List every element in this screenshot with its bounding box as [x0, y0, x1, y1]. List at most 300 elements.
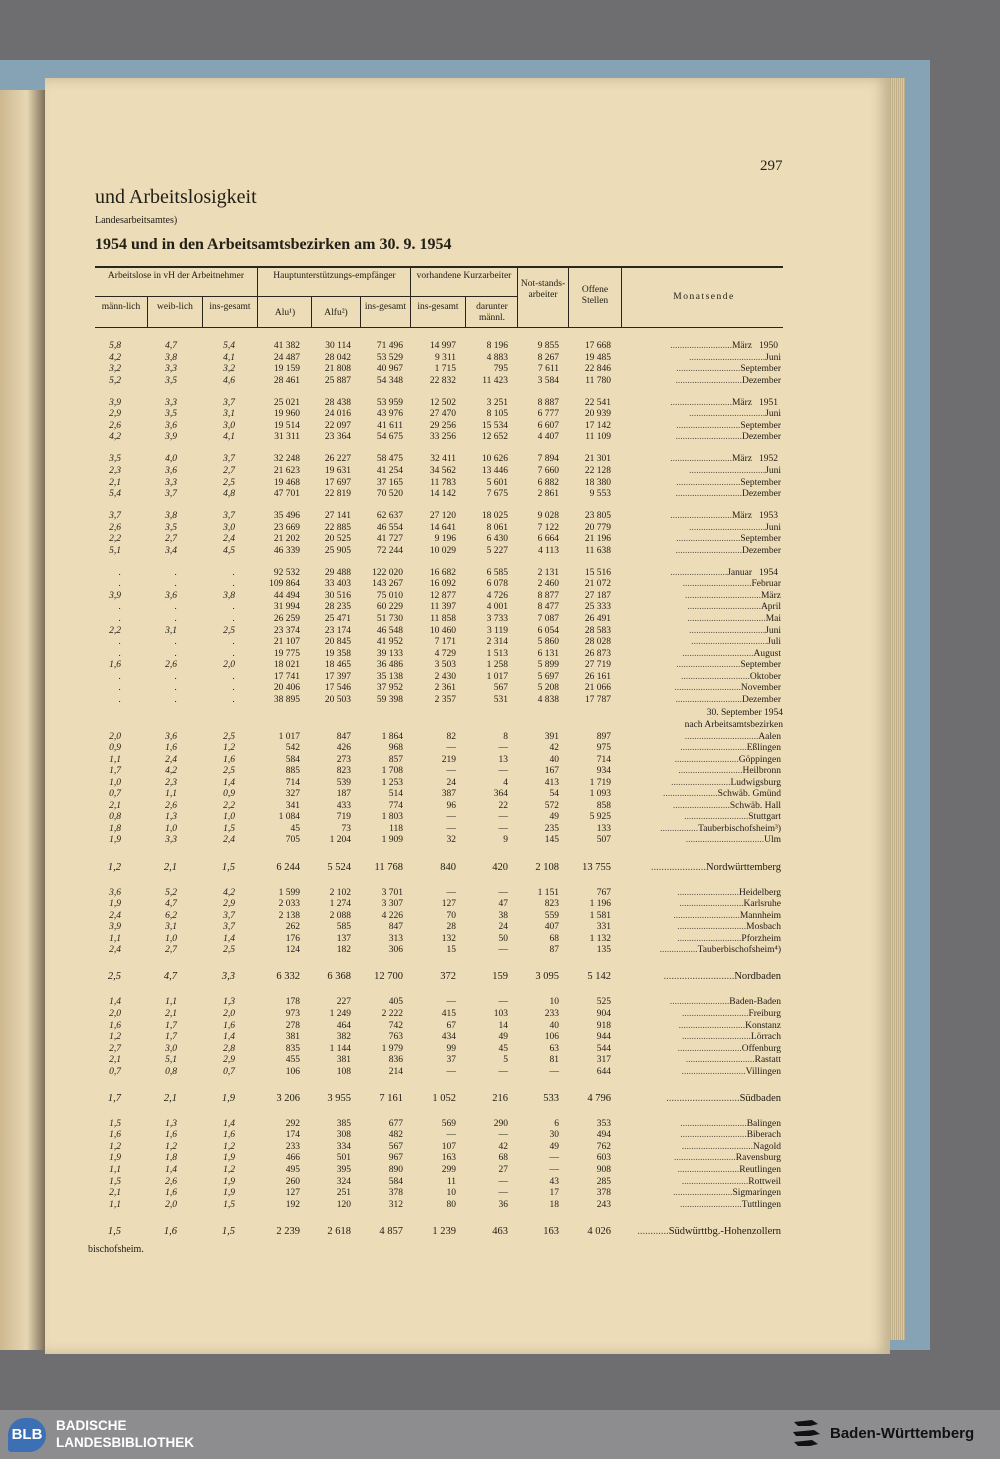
cell-kg: 14 997	[429, 341, 456, 351]
cell-alfu: 308	[336, 1130, 351, 1141]
cell-km: 6 430	[486, 534, 508, 545]
cell-w: .	[174, 602, 177, 613]
row-year: 1951	[759, 397, 778, 408]
row-label	[670, 997, 781, 1008]
table-top-rule	[95, 266, 783, 268]
row-label-text: Dezember	[741, 489, 781, 500]
row-label-text: April	[760, 602, 781, 613]
cell-w: 4,2	[165, 766, 177, 777]
cell-off: 317	[596, 1055, 611, 1066]
cell-km: 567	[493, 683, 508, 694]
cell-km: 3 733	[486, 614, 508, 624]
cell-w: 3,5	[165, 409, 177, 420]
leader-dots: ................	[659, 945, 698, 956]
cell-m: 1,2	[107, 861, 121, 873]
cell-alfu: 227	[336, 997, 351, 1008]
cell-w: 5,2	[165, 887, 177, 898]
row-label-text: Dezember	[741, 432, 781, 443]
header-month-end: Monatsende	[673, 292, 735, 302]
cell-kg: 569	[441, 1118, 456, 1129]
row-label	[678, 766, 781, 777]
row-label-text: Eßlingen	[746, 743, 781, 754]
cell-kg: 3 503	[434, 660, 456, 671]
cell-km: 22	[498, 800, 508, 811]
cell-kg: 434	[441, 1032, 456, 1043]
cell-alu: 25 021	[273, 397, 300, 408]
leader-dots: ...........................	[677, 933, 742, 944]
cell-not: 233	[544, 1008, 559, 1019]
cell-km: 463	[492, 1225, 508, 1237]
page-number: 297	[760, 158, 783, 174]
cell-kg: 10 460	[429, 625, 456, 636]
cell-w: 2,7	[165, 945, 177, 956]
cell-alu: 47 701	[273, 489, 300, 500]
cell-w: 1,8	[165, 1153, 177, 1164]
row-label	[677, 888, 781, 899]
cell-kg: 70	[446, 910, 456, 921]
cell-off: 28 583	[584, 625, 611, 636]
leader-dots: ...........................	[677, 1043, 742, 1054]
header-emergency-workers: Not-stands-arbeiter	[520, 279, 566, 300]
cell-off: 28 028	[584, 637, 611, 648]
blb-logo: BLB	[8, 1418, 46, 1452]
cell-hg: 36 486	[376, 660, 403, 671]
cell-i: 1,9	[223, 1176, 235, 1187]
cell-alfu: 30 114	[325, 341, 351, 351]
cell-i: 3,7	[223, 397, 235, 408]
cell-off: 494	[596, 1130, 611, 1141]
cell-alfu: 719	[336, 812, 351, 823]
cell-kg: 11 783	[430, 477, 456, 488]
cell-not: 81	[549, 1055, 559, 1066]
row-label-text: Tauberbischofsheim⁴)	[697, 945, 781, 956]
cell-m: 5,4	[109, 489, 121, 500]
cell-not: 8 887	[537, 397, 559, 408]
cell-off: 25 333	[584, 602, 611, 613]
cell-m: 1,1	[109, 1165, 121, 1175]
leader-dots: ..........................	[677, 1165, 740, 1175]
cell-m: .	[118, 637, 121, 648]
cell-hg: 43 976	[376, 409, 403, 420]
footnote-fragment: bischofsheim.	[88, 1244, 144, 1255]
cell-i: 4,1	[223, 352, 235, 363]
cell-alu: 2 033	[278, 899, 300, 910]
row-label	[675, 432, 781, 443]
cell-kg: 11	[446, 1176, 456, 1187]
cell-alfu: 464	[336, 1020, 351, 1031]
cell-i: 1,3	[223, 997, 235, 1008]
cell-alfu: 21 808	[324, 364, 351, 375]
cell-off: 5 925	[589, 812, 611, 823]
cell-i: 2,5	[223, 945, 235, 956]
row-label-text: Januar	[727, 567, 752, 578]
cell-alfu: 28 235	[324, 602, 351, 613]
cell-off: 11 109	[585, 432, 611, 443]
row-label-text: Aalen	[758, 731, 781, 742]
cell-w: 3,3	[165, 397, 177, 408]
header-divider	[257, 268, 258, 327]
cell-km: 9	[503, 835, 508, 846]
cell-kg: 127	[441, 899, 456, 910]
cell-alfu: 23 174	[324, 625, 351, 636]
cell-alfu: 120	[336, 1199, 351, 1210]
row-label	[684, 812, 781, 823]
row-year: 1950	[759, 341, 778, 351]
cell-m: 0,7	[109, 1066, 121, 1077]
cell-i: .	[232, 567, 235, 578]
cell-off: 762	[596, 1141, 611, 1152]
cell-not: 68	[549, 933, 559, 944]
cell-w: 5,1	[165, 1055, 177, 1066]
cell-i: 3,7	[223, 454, 235, 465]
cell-w: .	[174, 694, 177, 705]
row-label-text: September	[740, 477, 781, 488]
cell-not: 17	[549, 1188, 559, 1199]
cell-hg: 1 979	[381, 1043, 403, 1054]
cell-alfu: 1 144	[329, 1043, 351, 1054]
cell-hg: 968	[388, 743, 403, 754]
cell-kg: —	[446, 743, 456, 754]
cell-not: 8 477	[537, 602, 559, 613]
cell-w: 2,0	[165, 1199, 177, 1210]
header-rule-g3	[411, 296, 517, 297]
cell-hg: 72 244	[376, 545, 403, 556]
leader-dots: ........................	[670, 567, 728, 578]
cell-not: 6 054	[537, 625, 559, 636]
cell-m: 3,2	[109, 364, 121, 375]
row-label-text: September	[740, 420, 781, 431]
cell-km: 8 196	[486, 341, 508, 351]
row-label	[637, 1226, 781, 1237]
leader-dots: ............................	[675, 545, 742, 556]
cell-kg: 2 430	[434, 671, 456, 682]
cell-not: 163	[543, 1225, 559, 1237]
cell-hg: 3 307	[381, 899, 403, 910]
cell-alfu: 17 397	[324, 671, 351, 682]
cell-m: 2,4	[109, 945, 121, 956]
cell-kg: —	[446, 812, 456, 823]
row-label-text: Ravensburg	[735, 1153, 781, 1164]
row-label	[675, 755, 781, 766]
cell-i: 1,2	[223, 743, 235, 754]
cell-alfu: 823	[336, 766, 351, 777]
row-label	[660, 945, 781, 956]
cell-kg: 37	[446, 1055, 456, 1066]
cell-alfu: 182	[336, 945, 351, 956]
cell-not: 9 028	[537, 511, 559, 522]
cell-m: 3,5	[109, 454, 121, 465]
cell-hg: 37 165	[376, 477, 403, 488]
cell-alu: 973	[285, 1008, 300, 1019]
cell-m: 5,2	[109, 375, 121, 386]
cell-i: 4,6	[223, 375, 235, 386]
leader-dots: ...........................	[663, 971, 735, 983]
cell-kg: 11 397	[430, 602, 456, 613]
header-unemployed-pct: Arbeitslose in vH der Arbeitnehmer	[107, 271, 245, 281]
cell-kg: 387	[441, 789, 456, 800]
cell-alfu: 22 885	[324, 522, 351, 533]
row-label-text: Dezember	[741, 375, 781, 386]
row-label-text: März	[731, 397, 752, 408]
cell-alfu: 28 438	[324, 397, 351, 408]
row-label-text: September	[740, 534, 781, 545]
cell-w: 1,3	[165, 812, 177, 823]
cell-hg: 584	[388, 1176, 403, 1187]
cell-not: 10	[549, 997, 559, 1008]
row-label-text: Konstanz	[745, 1020, 781, 1031]
cell-km: 5	[503, 1055, 508, 1066]
cell-hg: 378	[388, 1188, 403, 1199]
cell-w: 3,6	[165, 590, 177, 601]
cell-km: 45	[498, 1043, 508, 1054]
cell-off: 714	[596, 754, 611, 765]
cell-w: 3,3	[165, 364, 177, 375]
cell-not: 30	[549, 1130, 559, 1141]
cell-km: 10 626	[481, 454, 508, 465]
cell-alfu: 137	[336, 933, 351, 944]
cell-alu: 19 514	[273, 420, 300, 431]
cell-km: 5 227	[486, 545, 508, 556]
cell-alu: 106	[285, 1066, 300, 1077]
cell-alu: 32 248	[273, 454, 300, 465]
cell-m: .	[118, 694, 121, 705]
cell-m: 1,5	[109, 1176, 121, 1187]
cell-w: .	[174, 579, 177, 590]
leader-dots: ..........................	[670, 397, 732, 408]
cell-i: 1,4	[223, 1032, 235, 1043]
leader-dots: .............................	[682, 1032, 751, 1043]
cell-i: 2,4	[223, 534, 235, 545]
cell-not: 18	[549, 1199, 559, 1210]
cell-not: 3 584	[537, 375, 559, 386]
cell-off: 27 187	[584, 590, 611, 601]
cell-i: 3,7	[223, 511, 235, 522]
cell-km: 14	[498, 1020, 508, 1031]
cell-alu: 127	[285, 1188, 300, 1199]
cell-km: 216	[492, 1092, 508, 1104]
row-label-text: Nordbaden	[734, 971, 781, 983]
cell-hg: 51 730	[376, 614, 403, 624]
leader-dots: .........................	[671, 777, 731, 788]
cell-alfu: 73	[341, 823, 351, 834]
cell-kg: —	[446, 887, 456, 898]
cell-m: .	[118, 567, 121, 578]
row-label-text: Nordwürttemberg	[705, 861, 781, 873]
cell-alu: 19 159	[273, 364, 300, 375]
cell-hg: 482	[388, 1130, 403, 1141]
cell-alu: 23 374	[273, 625, 300, 636]
cell-km: 8 105	[486, 409, 508, 420]
cell-m: 1,0	[109, 777, 121, 788]
cell-m: 1,6	[109, 1130, 121, 1141]
row-label-text: Dezember	[741, 545, 781, 556]
row-label	[676, 364, 781, 375]
row-year: 1952	[759, 454, 778, 465]
cell-w: 2,1	[163, 861, 177, 873]
cell-km: 8 061	[486, 522, 508, 533]
leader-dots: ............................	[680, 1118, 747, 1129]
cell-m: .	[118, 579, 121, 590]
cell-w: 2,6	[165, 660, 177, 671]
cell-alfu: 1 274	[329, 899, 351, 910]
header-divider	[410, 268, 411, 327]
cell-i: 5,4	[223, 341, 235, 351]
cell-kg: 80	[446, 1199, 456, 1210]
cell-not: 6 882	[537, 477, 559, 488]
row-label	[673, 1188, 781, 1199]
cell-not: 559	[544, 910, 559, 921]
cell-off: 507	[596, 835, 611, 846]
header-benefit-total: ins-gesamt	[364, 302, 407, 312]
header-divider	[147, 296, 148, 327]
cell-off: 11 780	[585, 375, 611, 386]
header-rule-g1	[95, 296, 257, 297]
cell-not: 6 664	[537, 534, 559, 545]
cell-km: 42	[498, 1141, 508, 1152]
state-name: Baden-Württemberg	[830, 1425, 975, 1442]
cell-not: 145	[544, 835, 559, 846]
row-label	[677, 922, 781, 933]
cell-off: 1 132	[589, 933, 611, 944]
cell-alu: 46 339	[273, 545, 300, 556]
cell-km: 13 446	[481, 465, 508, 476]
cell-not: 40	[549, 1020, 559, 1031]
cell-hg: 54 348	[376, 375, 403, 386]
cell-i: 1,9	[223, 1188, 235, 1199]
cell-off: 21 196	[584, 534, 611, 545]
cell-i: .	[232, 614, 235, 624]
leader-dots: ...........................	[676, 534, 741, 545]
row-label	[685, 591, 781, 602]
cell-i: 3,7	[223, 910, 235, 921]
cell-w: 1,3	[165, 1118, 177, 1129]
row-label-text: Mai	[765, 614, 781, 624]
row-label	[673, 801, 781, 812]
row-label	[677, 934, 781, 945]
row-label	[676, 421, 781, 432]
cell-km: 4 726	[486, 590, 508, 601]
cell-kg: 16 682	[429, 567, 456, 578]
cell-m: 3,6	[109, 887, 121, 898]
header-benefit-recipients: Hauptunterstützungs-empfänger	[273, 271, 396, 281]
cell-kg: 12 877	[429, 590, 456, 601]
cell-alfu: 324	[336, 1176, 351, 1187]
cell-m: 2,1	[109, 477, 121, 488]
row-label	[674, 1153, 781, 1164]
cell-alu: 178	[285, 997, 300, 1008]
cell-m: .	[118, 648, 121, 659]
row-label	[687, 614, 781, 625]
cell-km: 159	[492, 971, 508, 983]
cell-hg: 774	[388, 800, 403, 811]
row-label-text: Schwäb. Gmünd	[717, 789, 781, 800]
cell-off: 17 787	[584, 694, 611, 705]
cell-w: 6,2	[165, 910, 177, 921]
cell-i: 1,6	[223, 1130, 235, 1141]
cell-not: —	[549, 1165, 559, 1175]
cell-km: —	[498, 945, 508, 956]
row-label-text: Tuttlingen	[741, 1199, 781, 1210]
cell-kg: 67	[446, 1020, 456, 1031]
cell-hg: 122 020	[372, 567, 403, 578]
cell-alfu: 29 488	[324, 567, 351, 578]
row-label	[679, 899, 781, 910]
cell-alu: 260	[285, 1176, 300, 1187]
cell-kg: 9 311	[434, 352, 456, 363]
cell-alu: 23 669	[273, 522, 300, 533]
cell-alfu: 18 465	[324, 660, 351, 671]
cell-alu: 124	[285, 945, 300, 956]
cell-not: 5 697	[537, 671, 559, 682]
cell-alu: 21 107	[273, 637, 300, 648]
row-label-text: März	[731, 341, 752, 351]
header-alfu: Alfu²)	[324, 308, 348, 318]
cell-km: —	[498, 812, 508, 823]
cell-hg: 54 675	[376, 432, 403, 443]
cell-kg: 4 729	[434, 648, 456, 659]
cell-m: 4,2	[109, 432, 121, 443]
cell-alu: 31 994	[273, 602, 300, 613]
cell-off: 17 142	[584, 420, 611, 431]
cell-hg: 71 496	[376, 341, 403, 351]
cell-alfu: 539	[336, 777, 351, 788]
section-heading: 30. September 1954	[706, 708, 783, 719]
leader-dots: ...........................	[679, 899, 744, 910]
cell-kg: 219	[441, 754, 456, 765]
cell-w: 3,0	[165, 1043, 177, 1054]
row-label-text: Stuttgart	[748, 812, 781, 823]
cell-not: 7 122	[537, 522, 559, 533]
cell-m: 3,9	[109, 590, 121, 601]
leader-dots: ................................	[689, 625, 766, 636]
cell-w: 3,4	[165, 545, 177, 556]
cell-off: 21 301	[584, 454, 611, 465]
row-label	[689, 523, 781, 534]
cell-not: 5 899	[537, 660, 559, 671]
cell-kg: 22 832	[429, 375, 456, 386]
cell-hg: 214	[388, 1066, 403, 1077]
cell-off: 133	[596, 823, 611, 834]
row-label	[686, 1055, 781, 1066]
cell-kg: 10	[446, 1188, 456, 1199]
cell-hg: 62 637	[376, 511, 403, 522]
cell-kg: 34 562	[429, 465, 456, 476]
row-label	[682, 1032, 781, 1043]
cell-km: —	[498, 1066, 508, 1077]
row-label	[686, 835, 781, 846]
cell-i: 2,5	[223, 477, 235, 488]
row-label-text: Nagold	[753, 1141, 781, 1152]
row-label	[671, 778, 781, 789]
cell-not: 407	[544, 922, 559, 933]
leader-dots: ............................	[675, 489, 742, 500]
cell-km: 4	[503, 777, 508, 788]
cell-m: .	[118, 614, 121, 624]
cell-off: 15 516	[584, 567, 611, 578]
header-divider	[202, 296, 203, 327]
cell-w: .	[174, 671, 177, 682]
row-label-text: Dezember	[741, 694, 781, 705]
leader-dots: ..............................	[681, 1141, 754, 1152]
row-label-text: Ludwigsburg	[730, 777, 781, 788]
cell-alfu: 2 088	[329, 910, 351, 921]
cell-alu: 41 382	[273, 341, 300, 351]
leader-dots: ............	[637, 1225, 669, 1237]
cell-hg: 4 226	[381, 910, 403, 921]
cell-i: 2,5	[223, 625, 235, 636]
cell-m: 5,8	[109, 341, 121, 351]
cell-w: 2,1	[163, 1092, 177, 1104]
